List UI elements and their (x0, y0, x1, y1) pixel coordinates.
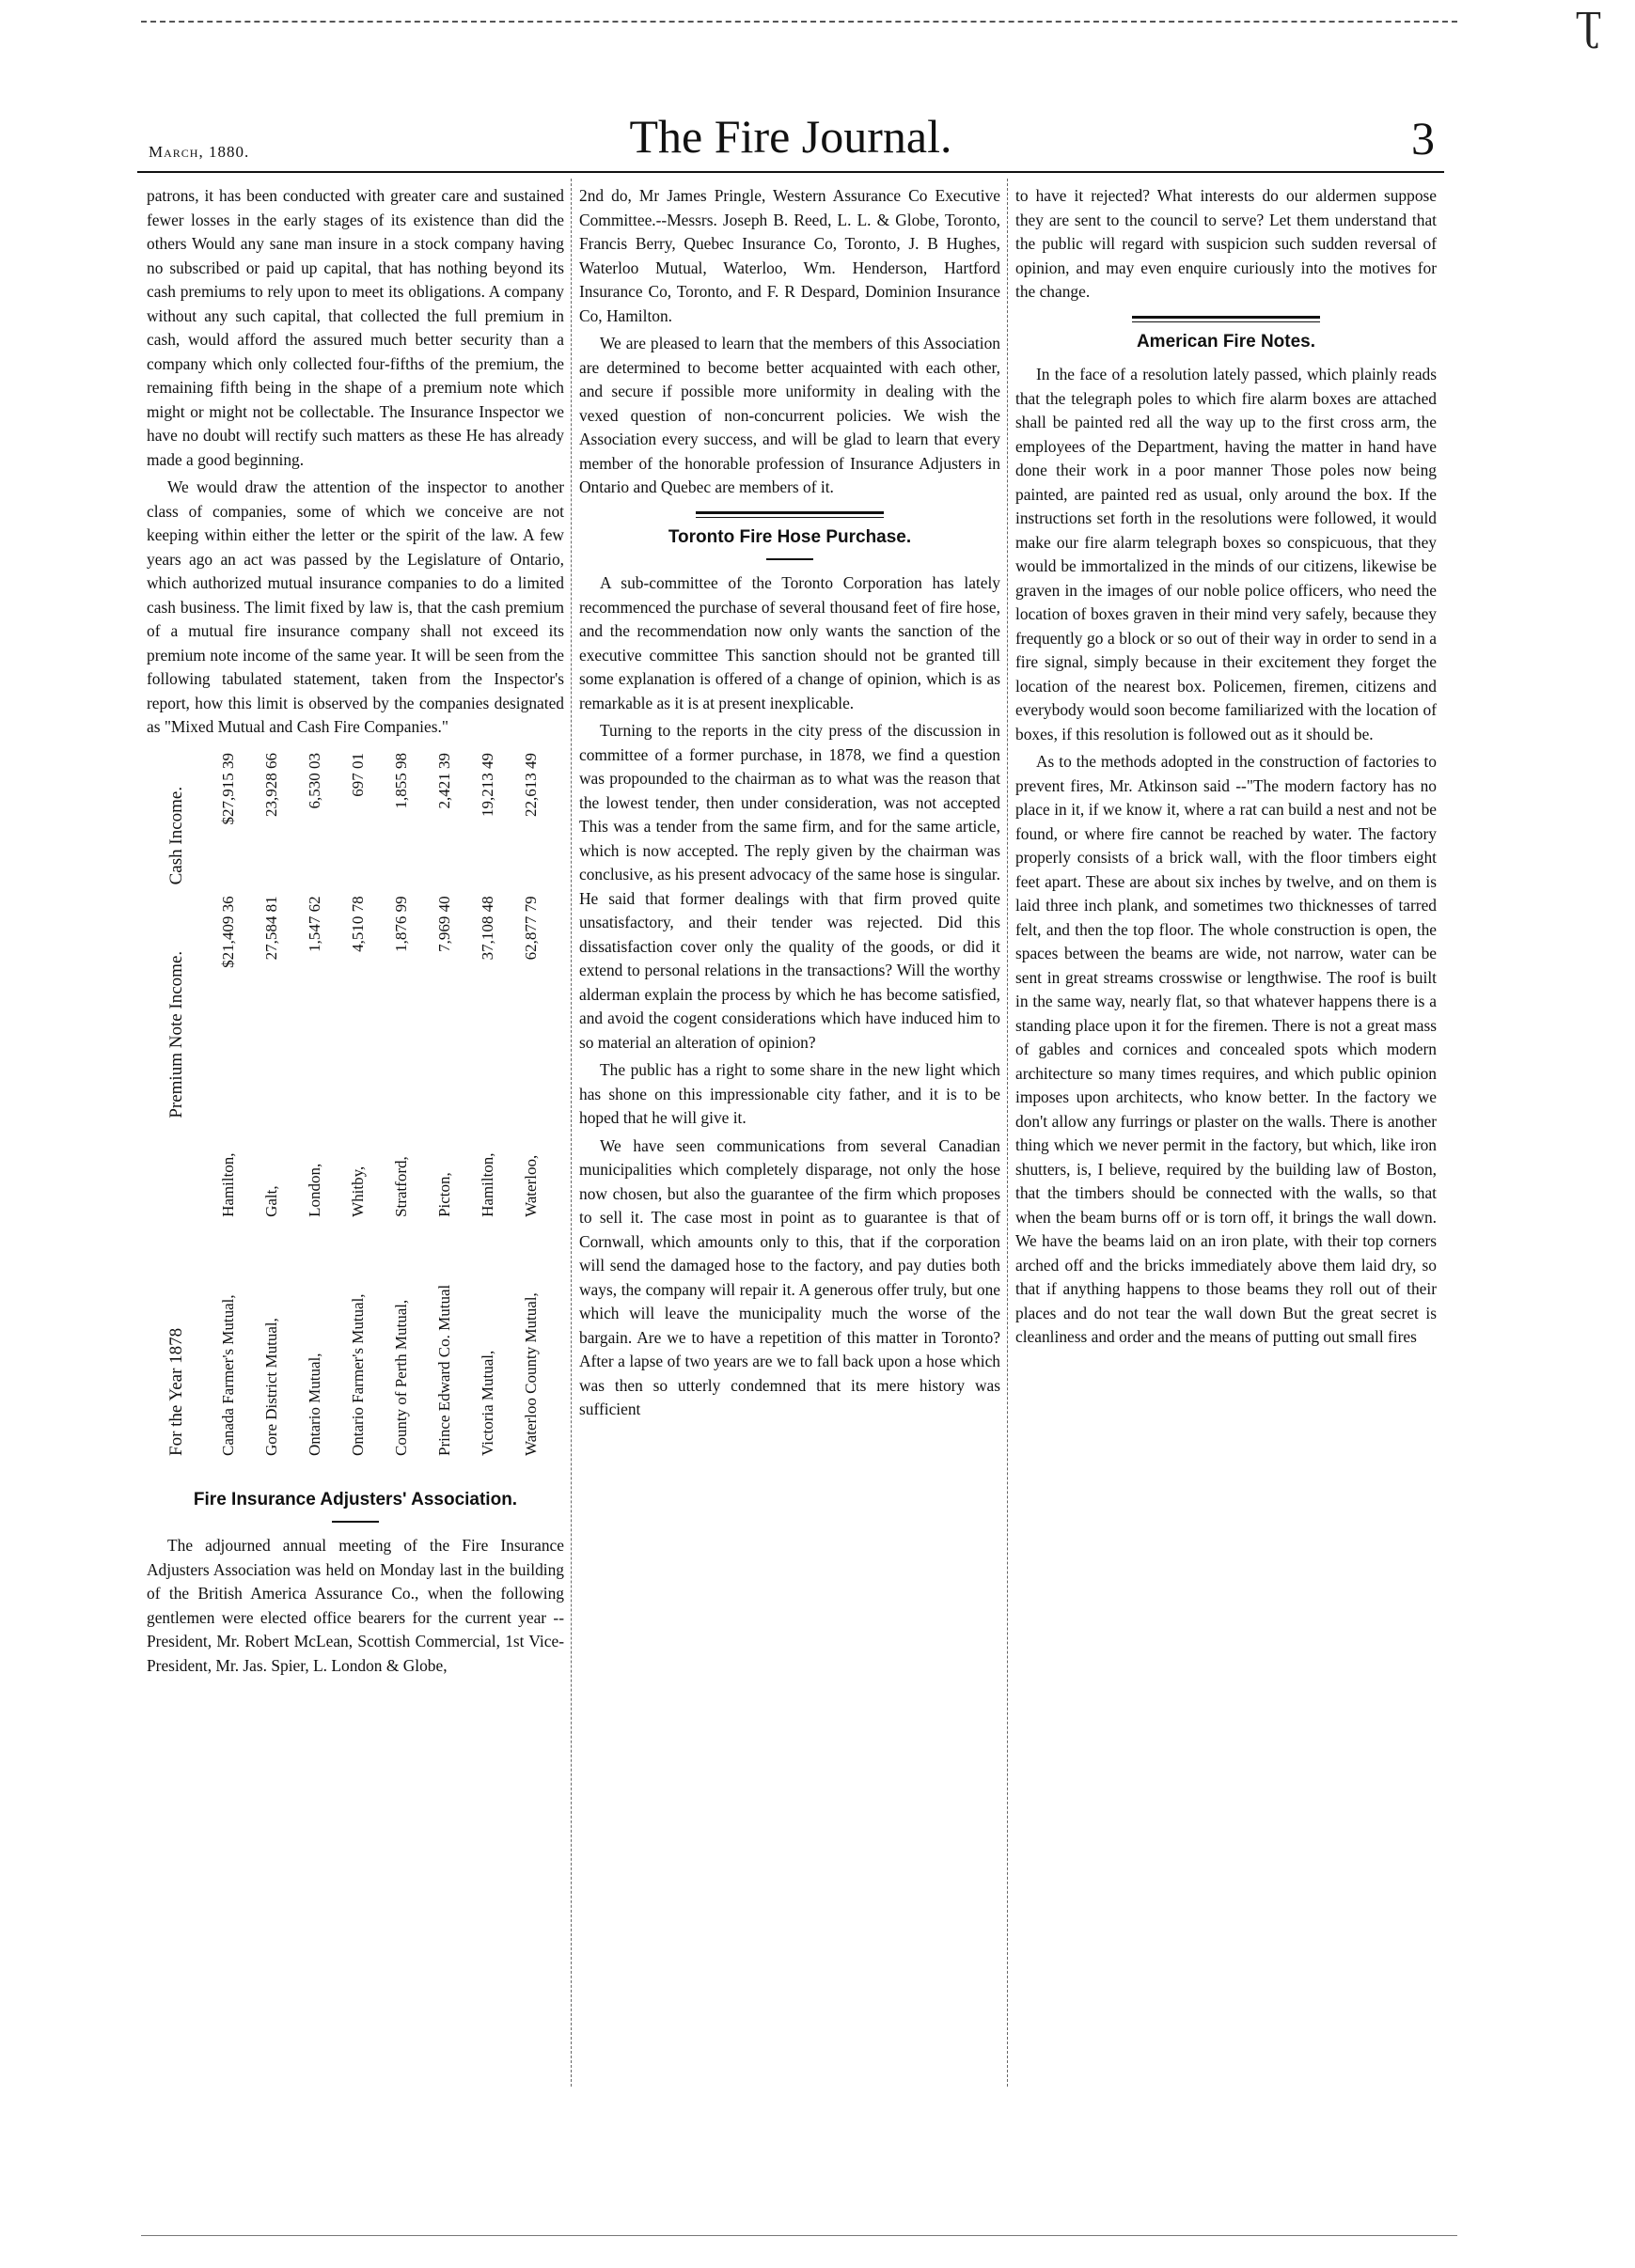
place-cell: Picton, (435, 1171, 454, 1217)
company-cell: Waterloo County Mutual, (522, 1291, 541, 1456)
table-row (293, 747, 337, 1462)
place-cell: Hamilton, (219, 1151, 238, 1217)
company-cell: Ontario Mutual, (306, 1352, 324, 1456)
table-row (510, 747, 553, 1462)
cash-cell: 2,421 39 (435, 752, 454, 808)
paragraph: Turning to the reports in the city press of the discussion in committee of a former purchase, in 1878, we find a question was propounded to the chairman as to what was the reason that the lowest tender, then under consideration, was not accepted This was a tender from the same firm, and for the same article, which is now accepted. The reply given by the chairman was conclusive, as his present advocacy of the same hose is singular. He said that former dealings with that firm proved quite unsatisfactory, and their tender was rejected. Did this dissatisfaction cover only the quality of the goods, or did it extend to personal relations in the transactions? Will the worthy alderman explain the process by which he has become satisfied, and avoid the cogent considerations which have induced him to so material an alteration of opinion? (579, 721, 1000, 1052)
cash-cell: 23,928 66 (262, 752, 281, 817)
company-cell: Gore District Mutual, (262, 1317, 281, 1456)
paragraph: The public has a right to some share in the new light which has shone on this impressionable city father, and it is to be hoped that he will give it. (579, 1060, 1000, 1127)
journal-title: The Fire Journal. (629, 110, 952, 163)
short-rule (332, 1521, 379, 1523)
table-header-cash: Cash Income. (166, 786, 186, 884)
paragraph: 2nd do, Mr James Pringle, Western Assurance Co Executive Committee.--Messrs. Joseph B. Reed, L. L. & Globe, Toronto, Francis Berry, Quebec Insurance Co, Toronto, J. B Hughes, Waterloo Mutual, Waterloo, Wm. Henderson, Hartford Insurance Co, Toronto, and F. R Despard, Dominion Insurance Co, Hamilton. (579, 186, 1000, 325)
cash-cell: 697 01 (349, 752, 368, 797)
header-rule (137, 171, 1444, 173)
table-row (466, 747, 510, 1462)
table-header-company: For the Year 1878 (166, 1327, 186, 1456)
paragraph: We are pleased to learn that the members of this Association are determined to become better acquainted with each other, and secure if possible more uniformity in dealing with the vexed question of non-concurrent policies. We wish the Association every success, and will be glad to learn that every member of the honorable profession of Insurance Adjusters in Ontario and Quebec are members of it. (579, 334, 1000, 496)
company-cell: Ontario Farmer's Mutual, (349, 1292, 368, 1456)
paragraph: We have seen communications from several Canadian municipalities which completely disparage, not only the hose now chosen, but also the guarantee of the firm which proposes to sell it. The case most in point as to guarantee is that of Cornwall, which amounts only to this, that if the corporation will send the damaged hose to the factory, and pay duties both ways, the company will repair it. A generous offer truly, but one which will leave the municipality much the worse of the bargain. Are we to have a repetition of this matter in Toronto? After a lapse of two years are we to fall back upon a hose which was then so utterly condemned that its mere history was sufficient (579, 1135, 1000, 1418)
place-cell: Waterloo, (522, 1154, 541, 1217)
premium-cell: 62,877 79 (522, 895, 541, 960)
page-number: 3 (1411, 112, 1435, 164)
premium-cell: 37,108 48 (479, 895, 497, 960)
company-cell: County of Perth Mutual, (392, 1299, 411, 1456)
paragraph: As to the methods adopted in the construction of factories to prevent fires, Mr. Atkinson said --"The modern factory has no place in it, if we know it, where a rat can build a nest and not be found, or where fire cannot be reached by water. The factory properly consists of a brick wall, with the floor timbers eight feet apart. These are about six inches by twelve, and on them is laid three inch plank, and sometimes two thicknesses of tarred felt, and then the top floor. The whole construction is open, the spaces between the beams are wide, not narrow, water can be sent in great streams crosswise or lengthwise. The roof is built in the same way, nearly flat, so that whatever happens there is a standing place upon it for the firemen. There is not a great mass of gables and cornices and concealed spots which modern architecture so many times requires, and which public opinion imposes upon architects, who know better. In the factory we don't allow any furrings or plaster on the walls. There is another thing which we never permit in the factory, but which, like iron shutters, is, I believe, required by the building law of Boston, that the timbers should be connected with the walls, so that when the beam burns off or is torn off, it brings the wall down. We have the beams laid on an iron plate, with their top corners arched off and the bricks immediately above them laid dry, so that if anything happens to those beams they roll out of their places and do not tear the wall down But the great secret is cleanliness and order and the means of putting out small fires (1015, 752, 1437, 1346)
paragraph: In the face of a resolution lately passed, which plainly reads that the telegraph poles to which fire alarm boxes are attached shall be painted red all the way up to the first cross arm, the employees of the Department, having the matter in hand have done their work in a poor manner Those poles now being painted, are painted red as usual, only around the box. If the instructions set forth in the resolutions were followed, it would make our fire alarm telegraph boxes so conspicuous, that they would be immortalized in the minds of our citizens, likewise be graven in the images of our noble police officers, who need the location of boxes graven in their mind very safely, because they frequently go a block or so out of their way in order to send in a fire signal, simply because in their excitement they forget the location of the nearest box. Policemen, firemen, citizens and everybody would soon become familiarized with the location of boxes, if this resolution is followed out as it should be. (1015, 365, 1437, 743)
premium-cell: $21,409 36 (219, 895, 238, 968)
company-cell: Prince Edward Co. Mutual (435, 1284, 454, 1456)
paragraph: The adjourned annual meeting of the Fire Insurance Adjusters Association was held on Monday last in the building of the British America Assurance Co., when the following gentlemen were elected office bearers for the current year --President, Mr. Robert McLean, Scottish Commercial, 1st Vice-President, Mr. Jas. Spier, L. London & Globe, (147, 1536, 564, 1675)
section-heading-hose: Toronto Fire Hose Purchase. (668, 526, 912, 547)
column-2 (579, 184, 1000, 1426)
premium-cell: 4,510 78 (349, 895, 368, 952)
cash-cell: 1,855 98 (392, 752, 411, 808)
place-cell: Whitby, (349, 1165, 368, 1217)
short-rule (766, 558, 813, 560)
premium-cell: 1,547 62 (306, 895, 324, 952)
premium-cell: 7,969 40 (435, 895, 454, 952)
column-separator (571, 179, 572, 2087)
column-separator (1007, 179, 1008, 2087)
top-dashed-rule (141, 21, 1457, 23)
company-cell: Victoria Mutual, (479, 1350, 497, 1456)
table-header-premium: Premium Note Income. (166, 950, 186, 1118)
section-rule (696, 511, 884, 518)
place-cell: Galt, (262, 1184, 281, 1217)
section-heading-american: American Fire Notes. (1136, 331, 1316, 352)
page-header (137, 109, 1444, 167)
table-row (207, 747, 250, 1462)
column-3 (1015, 184, 1437, 1353)
company-cell: Canada Farmer's Mutual, (219, 1293, 238, 1456)
table-row (423, 747, 466, 1462)
cash-cell: 19,213 49 (479, 752, 497, 817)
place-cell: Hamilton, (479, 1151, 497, 1217)
section-heading-adjusters: Fire Insurance Adjusters' Association. (193, 1489, 518, 1509)
cash-cell: $27,915 39 (219, 752, 238, 824)
table-row (250, 747, 293, 1462)
issue-date: March, 1880. (149, 143, 250, 161)
section-rule (1132, 316, 1320, 322)
table-row (380, 747, 423, 1462)
bottom-rule (141, 2235, 1457, 2236)
place-cell: Stratford, (392, 1155, 411, 1217)
premium-cell: 1,876 99 (392, 895, 411, 952)
cash-cell: 6,530 03 (306, 752, 324, 808)
cash-cell: 22,613 49 (522, 752, 541, 817)
premium-table-area (147, 747, 560, 1480)
premium-table (147, 747, 553, 1462)
table-row (337, 747, 380, 1462)
premium-cell: 27,584 81 (262, 895, 281, 960)
paragraph: A sub-committee of the Toronto Corporation has lately recommenced the purchase of several thousand feet of fire hose, and the recommendation now only wants the sanction of the executive committee This sanction should not be granted till some explanation is offered of a change of opinion, which is as remarkable as it is at present inexplicable. (579, 573, 1000, 712)
place-cell: London, (306, 1163, 324, 1217)
column-1 (147, 184, 564, 1681)
paragraph: to have it rejected? What interests do our aldermen suppose they are sent to the council to serve? Let them understand that the public will regard with suspicion such sudden reversal of opinion, and may even enquire curiously into the motives for the change. (1015, 186, 1437, 301)
paragraph: We would draw the attention of the inspector to another class of companies, some of which we conceive are not keeping within either the letter or the spirit of the law. A few years ago an act was passed by the Legislature of Ontario, which authorized mutual insurance companies to do a limited cash business. The limit fixed by law is, that the cash premium of a mutual fire insurance company shall not exceed its premium note income of the same year. It will be seen from the following tabulated statement, taken from the Inspector's report, how this limit is observed by the companies designated as "Mixed Mutual and Cash Fire Companies." (147, 477, 564, 736)
corner-mark-icon: Ʈ (1576, 3, 1601, 49)
paragraph: patrons, it has been conducted with greater care and sustained fewer losses in the early stages of its existence than did the others Would any sane man insure in a stock company having no subscribed or paid up capital, that has nothing beyond its cash premiums to rely upon to meet its obligations. A company without any such capital, that collected the full premium in cash, would afford the assured much better security than a company which only collected four-fifths of the premium, the remaining fifth being in the shape of a premium note which might or might not be collectable. The Insurance Inspector we have no doubt will rectify such matters as these He has already made a good beginning. (147, 186, 564, 469)
table-header-place (147, 1123, 207, 1222)
